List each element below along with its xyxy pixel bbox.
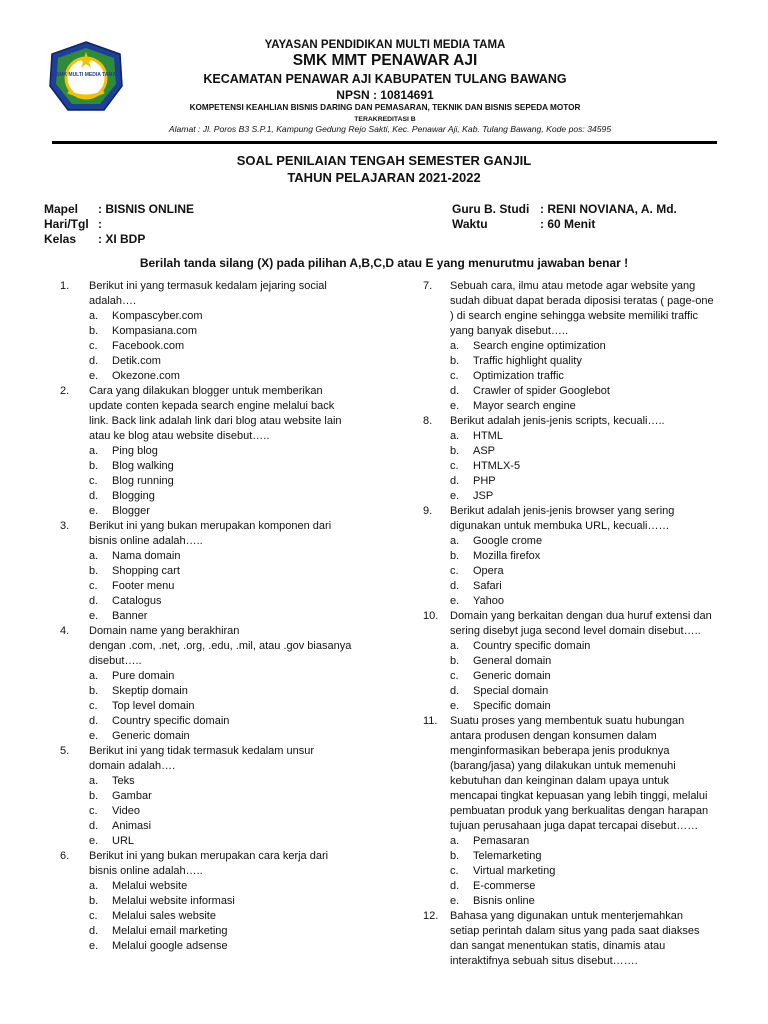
meta-label: Guru B. Studi: [452, 202, 530, 216]
question-item: [423, 504, 728, 609]
answer-option: [60, 879, 380, 894]
option-letter: a.: [89, 445, 99, 457]
answer-option: [423, 879, 728, 894]
answer-option: [60, 579, 380, 594]
answer-option: [423, 684, 728, 699]
option-letter: b.: [450, 355, 460, 367]
option-text: Blogging: [112, 490, 155, 502]
answer-option: [423, 864, 728, 879]
question-row: [60, 384, 380, 444]
option-letter: a.: [450, 640, 460, 652]
answer-option: [60, 834, 380, 849]
option-letter: e.: [450, 400, 460, 412]
option-letter: e.: [450, 490, 460, 502]
option-letter: a.: [89, 880, 99, 892]
answer-option: [423, 384, 728, 399]
question-number: 3.: [60, 520, 70, 532]
question-number: 7.: [423, 280, 433, 292]
answer-option: [60, 789, 380, 804]
option-letter: e.: [450, 700, 460, 712]
meta-label: Mapel: [44, 202, 79, 216]
answer-option: [423, 894, 728, 909]
option-text: Opera: [473, 565, 504, 577]
question-row: [60, 624, 380, 669]
option-letter: e.: [450, 895, 460, 907]
foundation-name: YAYASAN PENDIDIKAN MULTI MEDIA TAMA: [264, 39, 506, 51]
option-letter: a.: [450, 340, 460, 352]
school-logo: [48, 40, 124, 116]
option-letter: c.: [89, 475, 98, 487]
option-text: Facebook.com: [112, 340, 185, 352]
question-text: Berikut ini yang bukan merupakan komponen dari bisnis online adalah…..: [89, 520, 332, 547]
svg-text:SMK MULTI MEDIA TAMA: SMK MULTI MEDIA TAMA: [55, 72, 117, 78]
meta-value: : 60 Menit: [540, 217, 596, 231]
option-text: JSP: [473, 490, 494, 502]
question-item: [423, 414, 728, 504]
exam-instruction: Berilah tanda silang (X) pada pilihan A,B,C,D atau E yang menurutmu jawaban benar !: [139, 256, 629, 270]
option-text: Google crome: [473, 535, 543, 547]
school-name: SMK MMT PENAWAR AJI: [292, 52, 478, 69]
answer-option: [60, 459, 380, 474]
option-text: Melalui website: [112, 880, 188, 892]
answer-option: [60, 909, 380, 924]
header-divider: [52, 141, 717, 144]
option-letter: a.: [450, 835, 460, 847]
option-letter: d.: [450, 880, 460, 892]
question-row: [423, 909, 728, 969]
option-letter: d.: [89, 355, 99, 367]
option-text: Blog walking: [112, 460, 174, 472]
meta-value: : BISNIS ONLINE: [98, 202, 195, 216]
option-text: General domain: [473, 655, 552, 667]
answer-option: [423, 354, 728, 369]
question-item: [60, 384, 380, 519]
option-letter: a.: [89, 550, 99, 562]
question-item: [423, 714, 728, 909]
option-letter: c.: [450, 565, 459, 577]
option-text: ASP: [473, 445, 496, 457]
question-text: Berikut adalah jenis-jenis browser yang sering digunakan untuk membuka URL, kecuali……: [450, 505, 675, 532]
question-text: Sebuah cara, ilmu atau metode agar website yang sudah dibuat dapat berada diposisi teratas ( page-one ) di search engine sehingga website memiliki traffic yang banyak disebut…..: [450, 280, 714, 337]
option-text: Ping blog: [112, 445, 158, 457]
answer-option: [60, 504, 380, 519]
option-letter: e.: [450, 595, 460, 607]
answer-option: [423, 534, 728, 549]
question-text: Berikut ini yang termasuk kedalam jejaring social adalah….: [89, 280, 327, 307]
meta-row-class: [44, 232, 145, 246]
answer-option: [60, 924, 380, 939]
option-letter: d.: [89, 715, 99, 727]
option-text: Specific domain: [473, 700, 551, 712]
option-letter: e.: [89, 505, 99, 517]
option-text: Gambar: [112, 790, 152, 802]
school-district: KECAMATAN PENAWAR AJI KABUPATEN TULANG BAWANG: [203, 72, 567, 86]
option-text: E-commerse: [473, 880, 536, 892]
questions-left-column: [60, 279, 380, 954]
answer-option: [423, 339, 728, 354]
option-text: Melalui google adsense: [112, 940, 228, 952]
option-text: Generic domain: [112, 730, 190, 742]
option-text: Kompasiana.com: [112, 325, 197, 337]
option-text: Virtual marketing: [473, 865, 556, 877]
question-item: [423, 279, 728, 414]
answer-option: [60, 774, 380, 789]
answer-option: [423, 444, 728, 459]
meta-value: :: [98, 217, 102, 231]
answer-option: [423, 699, 728, 714]
option-letter: c.: [89, 910, 98, 922]
option-letter: c.: [89, 340, 98, 352]
option-letter: d.: [450, 385, 460, 397]
answer-option: [423, 834, 728, 849]
answer-option: [60, 729, 380, 744]
option-letter: b.: [89, 460, 99, 472]
option-text: Special domain: [473, 685, 549, 697]
option-letter: d.: [450, 580, 460, 592]
question-number: 2.: [60, 385, 70, 397]
answer-option: [60, 804, 380, 819]
option-text: Search engine optimization: [473, 340, 606, 352]
answer-option: [60, 474, 380, 489]
option-letter: c.: [450, 370, 459, 382]
option-text: Nama domain: [112, 550, 181, 562]
answer-option: [423, 639, 728, 654]
option-text: Crawler of spider Googlebot: [473, 385, 610, 397]
option-text: Yahoo: [473, 595, 504, 607]
answer-option: [60, 714, 380, 729]
option-letter: b.: [89, 685, 99, 697]
option-letter: d.: [89, 490, 99, 502]
option-letter: d.: [89, 925, 99, 937]
answer-option: [423, 429, 728, 444]
answer-option: [60, 564, 380, 579]
question-number: 10.: [423, 610, 439, 622]
question-text: Berikut ini yang bukan merupakan cara kerja dari bisnis online adalah…..: [89, 850, 329, 877]
option-letter: c.: [89, 700, 98, 712]
option-letter: a.: [89, 310, 99, 322]
option-text: Pemasaran: [473, 835, 530, 847]
question-item: [423, 609, 728, 714]
answer-option: [423, 654, 728, 669]
question-row: [423, 414, 728, 429]
option-text: Teks: [112, 775, 135, 787]
answer-option: [60, 594, 380, 609]
option-letter: e.: [89, 370, 99, 382]
question-item: [423, 909, 728, 969]
question-item: [60, 519, 380, 624]
option-text: Skeptip domain: [112, 685, 188, 697]
option-text: Animasi: [112, 820, 152, 832]
answer-option: [60, 699, 380, 714]
answer-option: [60, 324, 380, 339]
school-npsn: NPSN : 10814691: [336, 88, 434, 102]
exam-year: TAHUN PELAJARAN 2021-2022: [287, 170, 481, 185]
option-letter: b.: [450, 655, 460, 667]
meta-label: Kelas: [44, 232, 77, 246]
question-row: [423, 609, 728, 639]
answer-option: [423, 849, 728, 864]
option-text: Mozilla firefox: [473, 550, 541, 562]
option-text: Mayor search engine: [473, 400, 576, 412]
option-text: Banner: [112, 610, 148, 622]
questions-right-column: [423, 279, 728, 969]
meta-row-date: [44, 217, 102, 231]
option-letter: d.: [89, 595, 99, 607]
question-text: Bahasa yang digunakan untuk menterjemahkan setiap perintah dalam situs yang pada saat diakses dan sangat menentukan statis, dinamis atau interaktifnya sebuah situs disebut…….: [450, 910, 700, 967]
question-row: [60, 519, 380, 549]
question-text: Suatu proses yang membentuk suatu hubungan antara produsen dengan konsumen dalam menginformasikan beberapa jenis produknya (barang/jasa) yang dilakukan untuk memenuhi kebutuhan dan keinginan dalam upaya untuk mencapai tingkat kepuasan yang lebih tinggi, melalui pembuatan produk yang berkualitas dengan harapan tujuan perusahaan juga dapat tercapai disebut……: [450, 715, 709, 832]
option-text: Melalui sales website: [112, 910, 216, 922]
school-address: Alamat : Jl. Poros B3 S.P.1, Kampung Gedung Rejo Sakti, Kec. Penawar Aji, Kab. Tulang Bawang, Kode pos: 34595: [168, 124, 612, 134]
option-letter: e.: [89, 835, 99, 847]
answer-option: [423, 474, 728, 489]
option-text: Okezone.com: [112, 370, 180, 382]
option-letter: c.: [450, 670, 459, 682]
question-number: 4.: [60, 625, 70, 637]
option-text: Bisnis online: [473, 895, 535, 907]
option-text: Telemarketing: [473, 850, 542, 862]
answer-option: [60, 369, 380, 384]
option-text: Generic domain: [473, 670, 551, 682]
question-number: 8.: [423, 415, 433, 427]
answer-option: [60, 819, 380, 834]
answer-option: [423, 549, 728, 564]
option-letter: b.: [89, 565, 99, 577]
school-accreditation: TERAKREDITASI B: [354, 116, 416, 123]
answer-option: [423, 564, 728, 579]
answer-option: [60, 354, 380, 369]
question-item: [60, 624, 380, 744]
option-letter: a.: [450, 535, 460, 547]
option-letter: d.: [89, 820, 99, 832]
answer-option: [60, 894, 380, 909]
option-letter: d.: [450, 475, 460, 487]
answer-option: [60, 609, 380, 624]
option-letter: b.: [89, 325, 99, 337]
question-item: [60, 744, 380, 849]
question-number: 11.: [423, 715, 438, 727]
option-text: Detik.com: [112, 355, 161, 367]
question-row: [60, 744, 380, 774]
meta-value: : XI BDP: [98, 232, 146, 246]
meta-label: Hari/Tgl: [44, 217, 89, 231]
answer-option: [60, 444, 380, 459]
option-letter: a.: [450, 430, 460, 442]
exam-title: SOAL PENILAIAN TENGAH SEMESTER GANJIL: [236, 153, 532, 168]
option-letter: b.: [89, 790, 99, 802]
option-text: Traffic highlight quality: [473, 355, 582, 367]
question-number: 6.: [60, 850, 70, 862]
option-text: URL: [112, 835, 135, 847]
option-text: Video: [112, 805, 140, 817]
option-letter: c.: [450, 460, 459, 472]
option-letter: e.: [89, 730, 99, 742]
meta-label: Waktu: [452, 217, 488, 231]
question-text: Berikut adalah jenis-jenis scripts, kecuali…..: [450, 415, 665, 427]
option-letter: b.: [89, 895, 99, 907]
question-row: [60, 279, 380, 309]
option-text: Safari: [473, 580, 502, 592]
option-text: Country specific domain: [112, 715, 230, 727]
option-text: Kompascyber.com: [112, 310, 203, 322]
answer-option: [423, 399, 728, 414]
question-row: [60, 849, 380, 879]
answer-option: [60, 309, 380, 324]
option-text: HTMLX-5: [473, 460, 521, 472]
option-letter: d.: [450, 685, 460, 697]
question-text: Domain name yang berakhiran dengan .com, .net, .org, .edu, .mil, atau .gov biasanya disebut…..: [89, 625, 352, 667]
option-letter: a.: [89, 670, 99, 682]
question-item: [60, 849, 380, 954]
option-text: Optimization traffic: [473, 370, 564, 382]
question-text: Cara yang dilakukan blogger untuk memberikan update conten kepada search engine melalui back link. Back link adalah link dari blog atau website lain atau ke blog atau website disebut…..: [89, 385, 342, 442]
option-letter: b.: [450, 445, 460, 457]
question-text: Domain yang berkaitan dengan dua huruf extensi dan sering disebyt juga second level domain disebut…..: [450, 610, 712, 637]
answer-option: [60, 489, 380, 504]
question-number: 5.: [60, 745, 70, 757]
question-number: 12.: [423, 910, 439, 922]
option-text: Pure domain: [112, 670, 175, 682]
option-text: HTML: [473, 430, 503, 442]
option-letter: c.: [89, 805, 98, 817]
option-text: Blog running: [112, 475, 174, 487]
answer-option: [423, 594, 728, 609]
question-row: [423, 279, 728, 339]
meta-row-time: [452, 217, 595, 231]
answer-option: [423, 669, 728, 684]
question-number: 1.: [60, 280, 70, 292]
option-letter: c.: [89, 580, 98, 592]
option-text: Country specific domain: [473, 640, 591, 652]
option-text: Top level domain: [112, 700, 195, 712]
option-text: PHP: [473, 475, 496, 487]
question-row: [423, 714, 728, 834]
answer-option: [60, 549, 380, 564]
option-text: Melalui email marketing: [112, 925, 228, 937]
answer-option: [423, 579, 728, 594]
answer-option: [60, 339, 380, 354]
option-text: Shopping cart: [112, 565, 180, 577]
option-letter: b.: [450, 550, 460, 562]
option-text: Melalui website informasi: [112, 895, 235, 907]
question-row: [423, 504, 728, 534]
answer-option: [423, 369, 728, 384]
option-letter: e.: [89, 610, 99, 622]
question-number: 9.: [423, 505, 433, 517]
answer-option: [423, 459, 728, 474]
answer-option: [60, 939, 380, 954]
meta-row-teacher: [452, 202, 677, 216]
school-competencies: KOMPETENSI KEAHLIAN BISNIS DARING DAN PEMASARAN, TEKNIK DAN BISNIS SEPEDA MOTOR: [189, 103, 581, 112]
answer-option: [423, 489, 728, 504]
question-item: [60, 279, 380, 384]
option-letter: a.: [89, 775, 99, 787]
answer-option: [60, 669, 380, 684]
option-letter: c.: [450, 865, 459, 877]
question-text: Berikut ini yang tidak termasuk kedalam unsur domain adalah….: [89, 745, 314, 772]
meta-row-subject: [44, 202, 194, 216]
answer-option: [60, 684, 380, 699]
option-text: Footer menu: [112, 580, 175, 592]
option-text: Blogger: [112, 505, 150, 517]
option-text: Catalogus: [112, 595, 162, 607]
meta-value: : RENI NOVIANA, A. Md.: [540, 202, 677, 216]
option-letter: e.: [89, 940, 99, 952]
option-letter: b.: [450, 850, 460, 862]
